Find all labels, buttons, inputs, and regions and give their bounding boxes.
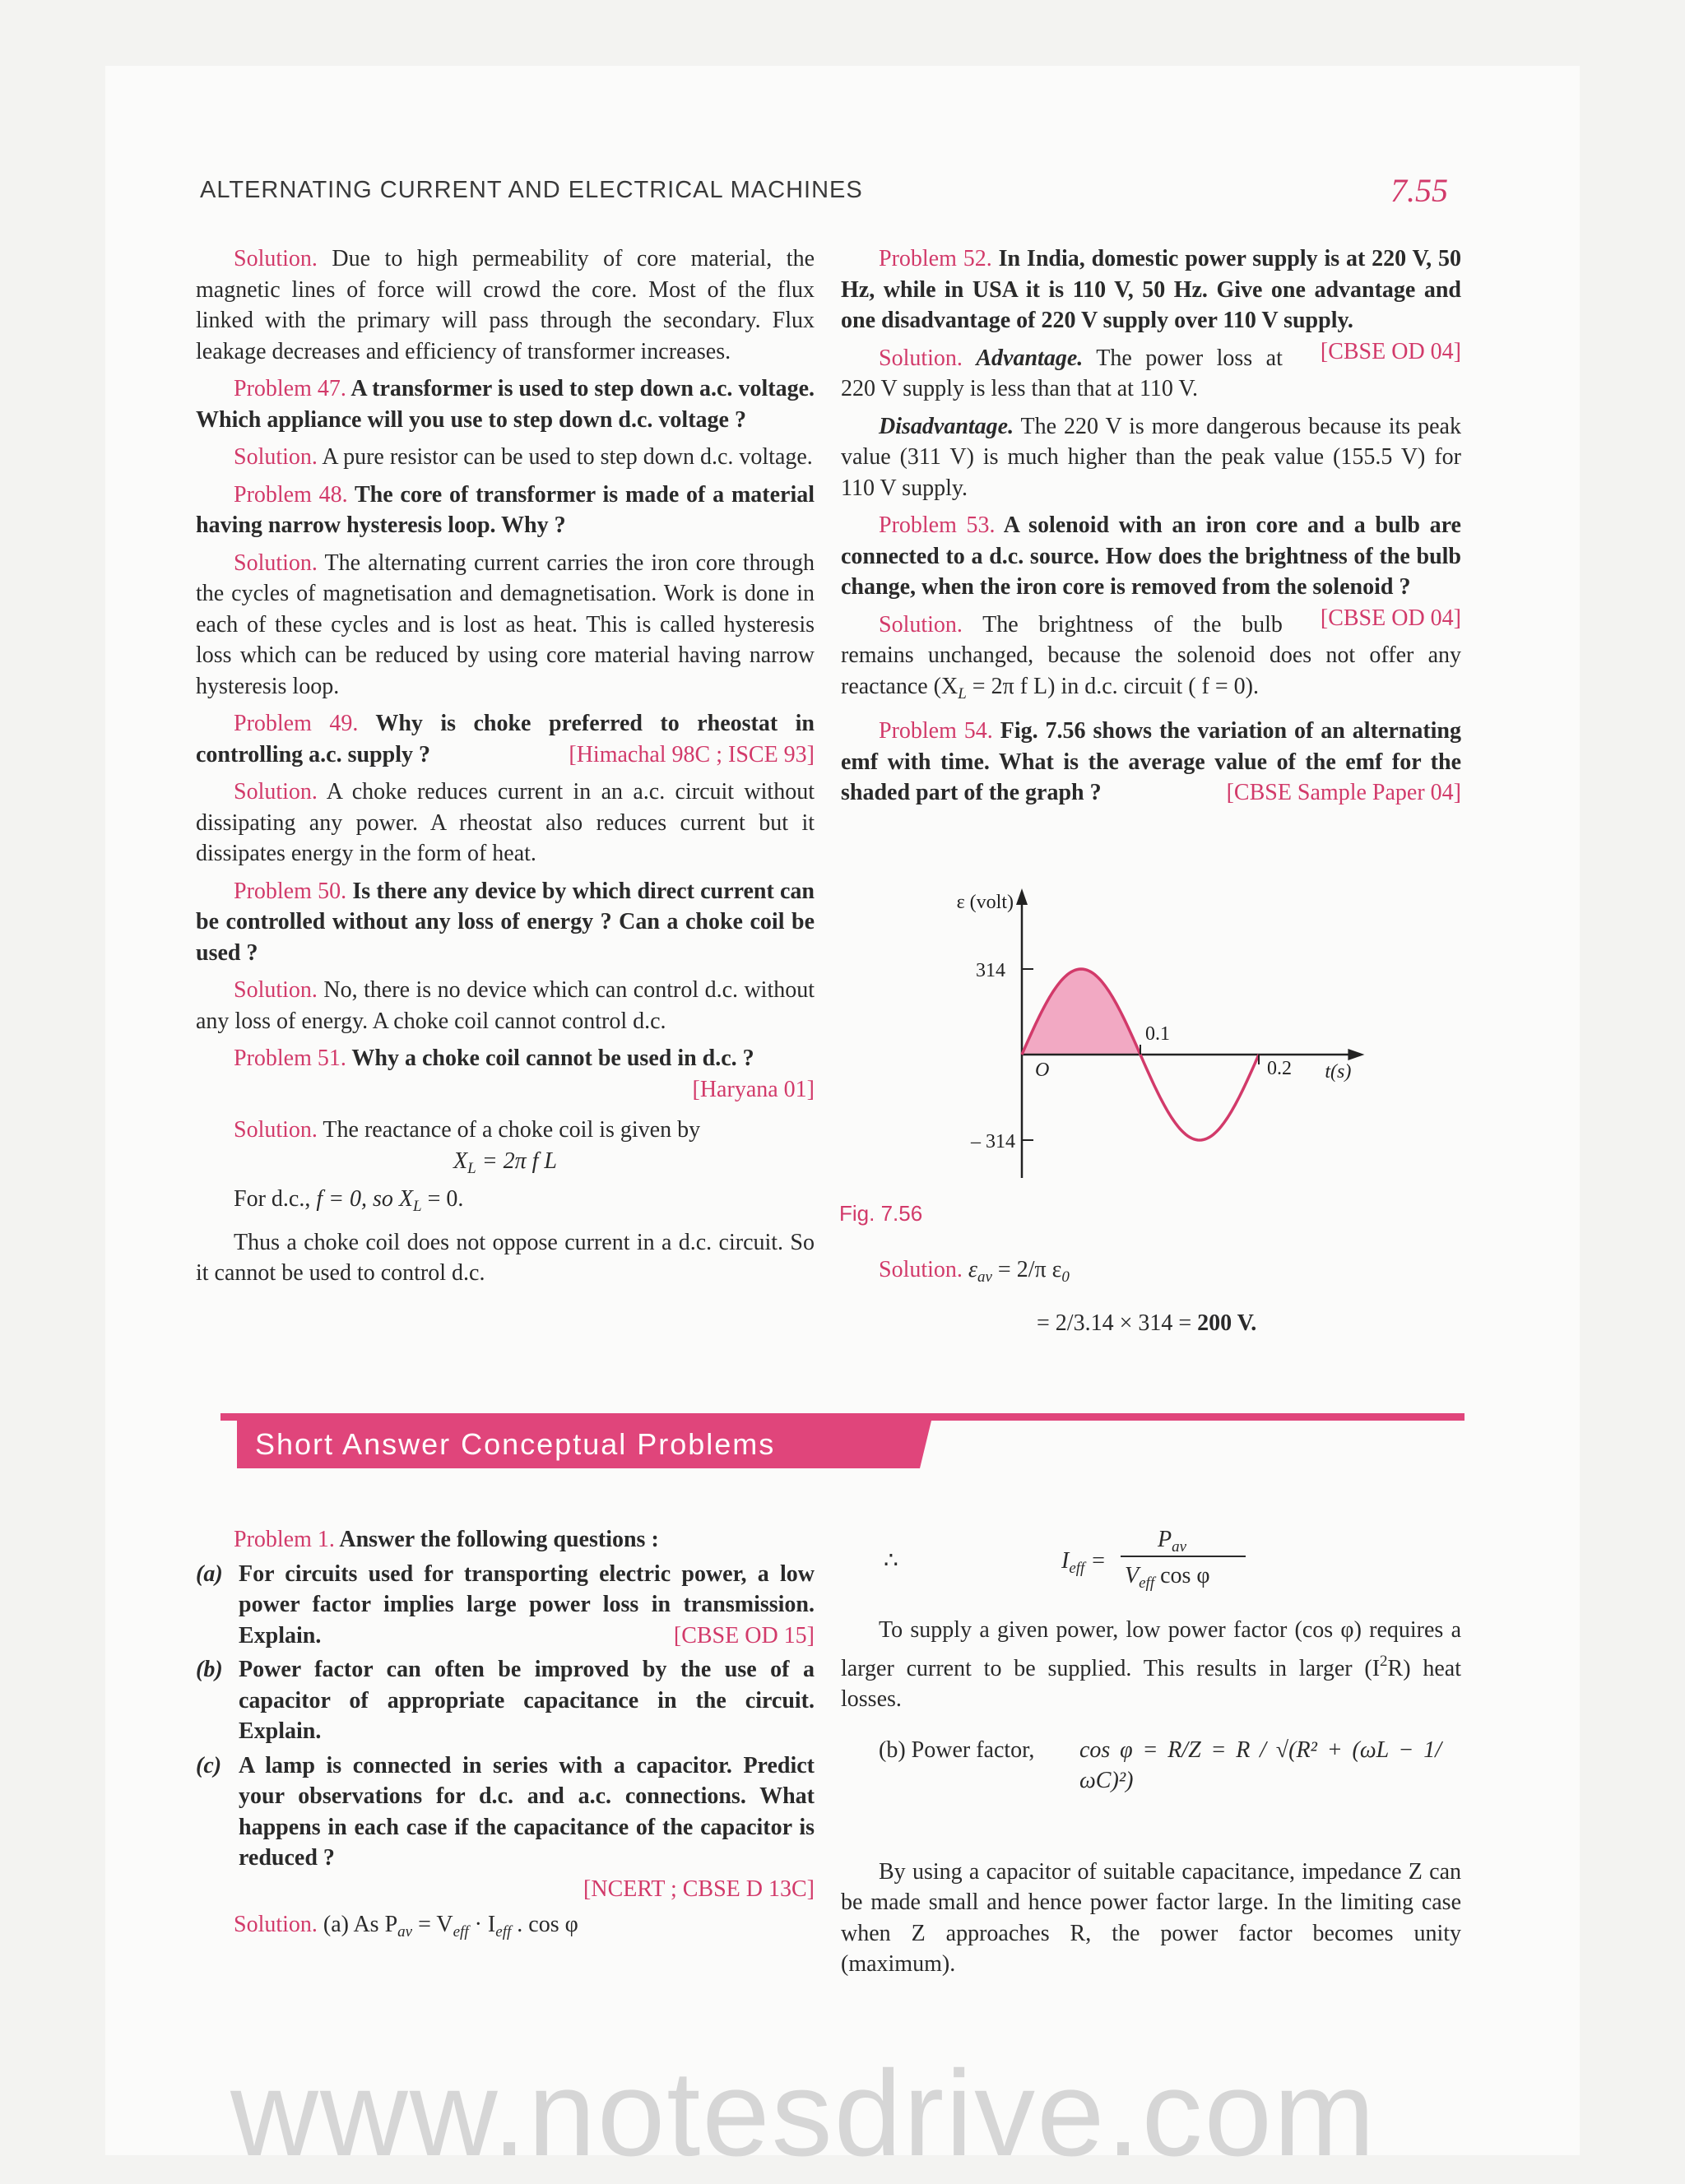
den-text: cos φ <box>1154 1563 1210 1588</box>
solution-text-end: = 2π f L) in d.c. circuit ( f = 0). <box>966 673 1259 699</box>
solution-label: Solution. <box>234 1117 318 1143</box>
solution-text: The alternating current carries the iron core through the cycles of magnetisation and demagnetisation. Work is done in each of these cycles and is lost as heat. This is called hysteresis loss which can be reduced by using core material having narrow hysteresis loop. <box>196 549 815 699</box>
eq-subscript: av <box>397 1923 413 1941</box>
problem-label: Problem 47. <box>234 376 346 401</box>
fraction-denominator <box>1125 1560 1210 1599</box>
x-axis-label: t(s) <box>1325 1061 1352 1083</box>
dc-end: = 0. <box>421 1186 464 1212</box>
problem-48 <box>196 480 815 541</box>
exam-source: [Himachal 98C ; ISCE 93] <box>569 741 815 767</box>
dc-condition <box>196 1184 815 1222</box>
problem-text: A solenoid with an iron core and a bulb are connected to a d.c. source. How does the brightness of the bulb change, when the iron core is removed from the solenoid ? <box>841 512 1461 600</box>
solution-47 <box>196 442 815 473</box>
problem-label: Problem 48. <box>234 481 348 508</box>
problem-1-part-b <box>196 1654 815 1747</box>
section-title: Short Answer Conceptual Problems <box>255 1427 776 1461</box>
fraction-bar <box>1121 1556 1246 1557</box>
capacitor-paragraph: By using a capacitor of suitable capacitance, impedance Z can be made small and hence power factor large. In the limiting case when Z approaches R, the power factor becomes unity (maximum). <box>841 1858 1461 1977</box>
solution-51 <box>196 1115 815 1146</box>
problem-label: Problem 1. <box>234 1527 335 1552</box>
exam-source: [CBSE OD 04] <box>1320 338 1461 364</box>
advantage-text: The power loss at 220 V supply is less than that at 110 V. <box>841 345 1283 401</box>
solution-52-disadvantage <box>841 411 1461 504</box>
emf-eq: = 2/π ε <box>997 1257 1062 1282</box>
section-right-column <box>841 1524 1461 1987</box>
y-axis-label: ε (volt) <box>956 892 1014 913</box>
emf-graph <box>930 880 1390 1193</box>
exam-source: [Haryana 01] <box>692 1076 815 1102</box>
pf-label: (b) Power factor, <box>879 1737 1035 1763</box>
shaded-area <box>1022 969 1140 1055</box>
solution-label: Solution. <box>234 779 318 805</box>
emf-calc: = 2/3.14 × 314 = <box>1037 1310 1198 1336</box>
y-tick-label: – 314 <box>971 1131 1015 1152</box>
problem-text: A transformer is used to step down a.c. voltage. Which appliance will you use to step down d.c. voltage ? <box>196 376 815 433</box>
den-subscript: eff <box>1139 1574 1155 1592</box>
ieff-symbol: I <box>1061 1548 1070 1574</box>
problem-text: Answer the following questions : <box>339 1527 659 1552</box>
eq-text: (a) As P <box>323 1912 398 1937</box>
eq-subscript: L <box>958 684 967 702</box>
problem-1-part-a <box>196 1559 815 1652</box>
den-symbol: V <box>1125 1563 1140 1588</box>
disadvantage-label: Disadvantage. <box>879 413 1014 439</box>
x-tick-label: 0.1 <box>1145 1023 1170 1045</box>
left-column <box>196 243 815 1296</box>
solution-text: A choke reduces current in an a.c. circuit without dissipating any power. A rheostat also reduces current but it dissipates energy in the form of heat. <box>196 779 815 866</box>
y-tick-label: 314 <box>976 960 1005 981</box>
solution-49 <box>196 777 815 869</box>
pf-formula: cos φ = R/Z = R / √(R² + (ωL − 1/ωC)²) <box>1079 1737 1441 1793</box>
solution-label: Solution. <box>879 611 963 638</box>
exam-source: [NCERT ; CBSE D 13C] <box>583 1876 815 1902</box>
eq-text: = V <box>412 1912 453 1937</box>
solution-54-line2 <box>879 1308 1455 1339</box>
dc-text: For d.c., <box>234 1186 317 1212</box>
emf-result: 200 V. <box>1197 1310 1257 1336</box>
eq-subscript: eff <box>495 1923 512 1941</box>
solution-51-conclusion: Thus a choke coil does not oppose current in a d.c. circuit. So it cannot be used to control d.c. <box>196 1229 815 1286</box>
solution-1 <box>196 1909 815 1948</box>
part-label: (c) <box>196 1752 222 1778</box>
figure-caption: Fig. 7.56 <box>839 1201 923 1226</box>
reactance-equation <box>196 1146 815 1185</box>
ieff-subscript: eff <box>1069 1560 1085 1577</box>
problem-text: Fig. 7.56 shows the variation of an alternating emf with time. What is the average value of the emf for the shaded part of the graph ? <box>841 718 1462 805</box>
problem-text: The core of transformer is made of a material having narrow hysteresis loop. Why ? <box>196 481 815 538</box>
y-axis-arrow <box>1016 888 1028 905</box>
solution-label: Solution. <box>234 977 318 1003</box>
emf-symbol: ε <box>968 1257 977 1282</box>
part-label: (a) <box>196 1560 223 1587</box>
exam-source: [CBSE OD 04] <box>1320 605 1461 631</box>
advantage-label: Advantage. <box>976 345 1084 371</box>
running-header: ALTERNATING CURRENT AND ELECTRICAL MACHINES <box>200 177 863 203</box>
problem-51-source <box>196 1074 815 1106</box>
problem-label: Problem 53. <box>879 512 996 538</box>
solution-label: Solution. <box>879 1257 963 1282</box>
eq-text: · I <box>468 1912 496 1937</box>
dc-eq: f = 0, so X <box>316 1186 414 1212</box>
part-label: (b) <box>196 1657 223 1682</box>
origin-label: O <box>1035 1060 1050 1081</box>
power-factor-equation <box>841 1722 1461 1829</box>
therefore-symbol: ∴ <box>884 1548 898 1574</box>
x-tick-label: 0.2 <box>1267 1058 1292 1079</box>
solution-label: Solution. <box>234 549 318 576</box>
problem-1 <box>196 1524 815 1556</box>
eq-subscript: eff <box>453 1923 469 1941</box>
emf-peak-subscript: 0 <box>1061 1268 1070 1286</box>
solution-text: A pure resistor can be used to step down d.c. voltage. <box>322 444 813 470</box>
problem-text: Why is choke preferred to rheostat in controlling a.c. supply ? <box>196 711 815 767</box>
eq-symbol: X <box>453 1148 468 1174</box>
problem-1-part-c <box>196 1750 815 1874</box>
solution-text: Due to high permeability of core material, the magnetic lines of force will crowd the core. Most of the flux linked with the primary will pass through the secondary. Flux leakage decreases and efficiency of transformer increases. <box>196 246 815 364</box>
solution-54 <box>879 1254 1455 1338</box>
section-left-column <box>196 1524 815 1954</box>
problem-text: In India, domestic power supply is at 220 V, 50 Hz, while in USA it is 110 V, 50 Hz. Give one advantage and one disadvantage of 220 V supply over 110 V supply. <box>841 246 1461 333</box>
eq-text: . cos φ <box>511 1912 578 1937</box>
superscript: 2 <box>1380 1652 1388 1670</box>
solution-label: Solution. <box>234 246 318 271</box>
solution-46 <box>196 243 815 367</box>
ieff-lhs: $I_{eff}$ = <box>1061 1548 1107 1577</box>
section-rule <box>220 1413 1465 1421</box>
solution-48 <box>196 548 815 702</box>
problem-label: Problem 49. <box>234 711 359 736</box>
right-column <box>841 243 1461 815</box>
problem-50 <box>196 876 815 969</box>
exam-source: [CBSE Sample Paper 04] <box>1226 780 1461 805</box>
problem-label: Problem 50. <box>234 878 347 904</box>
part-text: Power factor can often be improved by the use of a capacitor of appropriate capacitance in the circuit. Explain. <box>239 1657 815 1744</box>
exam-source: [CBSE OD 15] <box>673 1622 815 1648</box>
banner-cap <box>920 1421 931 1468</box>
solution-text: The reactance of a choke coil is given by <box>323 1117 701 1143</box>
solution-54-line1 <box>879 1254 1455 1293</box>
num-symbol: P <box>1158 1527 1172 1552</box>
page-number: 7.55 <box>1390 172 1448 209</box>
power-loss-paragraph <box>841 1615 1461 1715</box>
x-axis-arrow <box>1348 1049 1364 1060</box>
para-text: To supply a given power, low power factor (cos φ) requires a larger current to be supplied. This results in larger (I <box>841 1617 1461 1681</box>
problem-54 <box>841 716 1461 809</box>
part-text: A lamp is connected in series with a capacitor. Predict your observations for d.c. and a.c. connections. What happens in each case if the capacitance of the capacitor is reduced ? <box>239 1752 815 1871</box>
problem-1-source <box>196 1874 815 1905</box>
problem-text: Is there any device by which direct current can be controlled without any loss of energy ? Can a choke coil be used ? <box>196 878 815 966</box>
disadvantage-text: The 220 V is more dangerous because its peak value (311 V) is much higher than the peak value (155.5 V) for 110 V supply. <box>841 413 1461 501</box>
problem-49 <box>196 708 815 770</box>
eq-rhs: = 2π f L <box>481 1148 557 1174</box>
ieff-equation <box>841 1524 1461 1598</box>
section-banner <box>237 1421 920 1468</box>
part-text: For circuits used for transporting electric power, a low power factor implies large power loss in transmission. Explain. <box>239 1560 815 1648</box>
problem-label: Problem 54. <box>879 718 993 744</box>
problem-label: Problem 52. <box>879 246 992 271</box>
problem-text: Why a choke coil cannot be used in d.c. ? <box>351 1046 754 1071</box>
solution-label: Solution. <box>234 444 318 470</box>
emf-subscript: av <box>977 1268 992 1286</box>
problem-51 <box>196 1043 815 1074</box>
problem-label: Problem 51. <box>234 1046 346 1071</box>
dc-subscript: L <box>413 1198 422 1215</box>
solution-label: Solution. <box>234 1912 318 1937</box>
eq-subscript: L <box>467 1159 476 1177</box>
problem-47 <box>196 373 815 435</box>
watermark: www.notesdrive.com <box>230 2046 1377 2182</box>
para-text-end: R) heat losses. <box>841 1655 1461 1712</box>
solution-text: The brightness of the bulb remains unchanged, because the solenoid does not offer any reactance (X <box>841 611 1461 699</box>
num-subscript: av <box>1172 1538 1187 1556</box>
solution-text: No, there is no device which can control d.c. without any loss of energy. A choke coil cannot control d.c. <box>196 977 815 1034</box>
solution-label: Solution. <box>879 345 963 371</box>
solution-50 <box>196 975 815 1036</box>
